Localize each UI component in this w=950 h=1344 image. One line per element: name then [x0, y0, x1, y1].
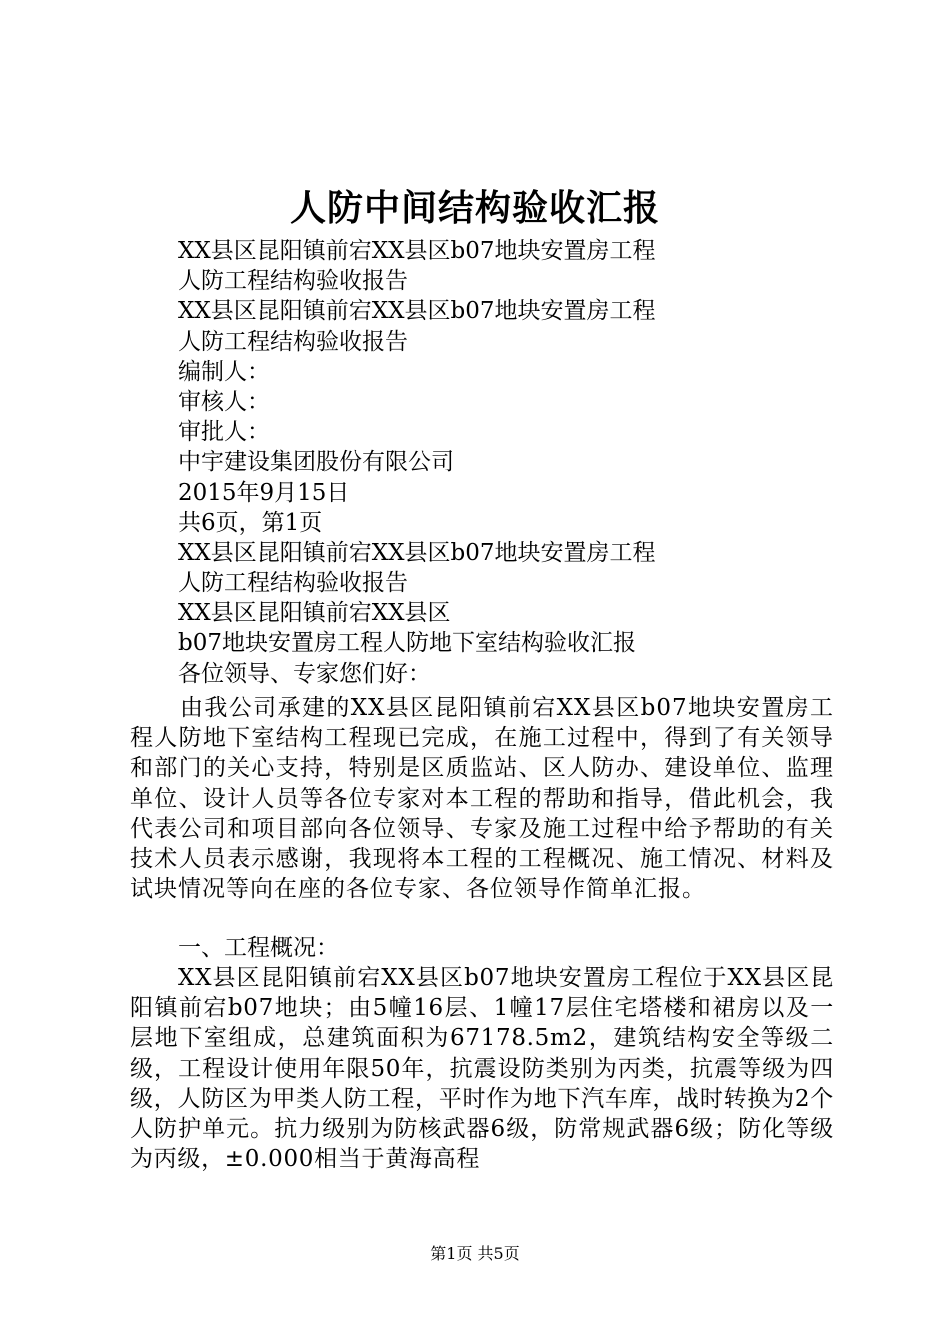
salutation: 各位领导、专家您们好： [178, 660, 431, 687]
front-line: 人防工程结构验收报告 [178, 328, 408, 355]
compiler-label: 编制人： [178, 358, 270, 385]
front-line: XX县区昆阳镇前宕XX县区b07地块安置房工程 [178, 298, 656, 325]
front-line: XX县区昆阳镇前宕XX县区 [178, 600, 451, 627]
intro-paragraph-block [130, 693, 834, 904]
section-heading: 一、工程概况： [178, 935, 339, 961]
approver-label: 审批人： [178, 419, 270, 446]
page-footer: 第1页 共5页 [430, 1244, 520, 1263]
report-subtitle: b07地块安置房工程人防地下室结构验收汇报 [178, 630, 636, 657]
front-line: 人防工程结构验收报告 [178, 268, 408, 295]
document-title: 人防中间结构验收汇报 [289, 187, 660, 229]
front-line: 人防工程结构验收报告 [178, 570, 408, 597]
front-line: XX县区昆阳镇前宕XX县区b07地块安置房工程 [178, 539, 656, 566]
overview-paragraph-block [130, 963, 834, 1174]
front-line: XX县区昆阳镇前宕XX县区b07地块安置房工程 [178, 238, 656, 264]
front-matter [178, 236, 878, 689]
page-count-line: 共6页，第1页 [178, 509, 323, 536]
reviewer-label: 审核人： [178, 388, 270, 415]
overview-paragraph: XX县区昆阳镇前宕XX县区b07地块安置房工程位于XX县区昆阳镇前宕b07地块；由5幢16层、1幢17层住宅塔楼和裙房以及一层地下室组成，总建筑面积为67178.5m2，建筑结构安全等级二级，工程设计使用年限50年，抗震设防类别为丙类，抗震等级为四级，人防区为甲类人防工程，平时作为地下汽车库，战时转换为2个人防护单元。抗力级别为防核武器6级，防常规武器6级；防化等级为丙级，±0.000相当于黄海高程 [130, 965, 834, 1173]
report-date: 2015年9月15日 [178, 479, 350, 506]
company-name: 中宇建设集团股份有限公司 [178, 449, 454, 476]
intro-paragraph: 由我公司承建的XX县区昆阳镇前宕XX县区b07地块安置房工程人防地下室结构工程现已完成，在施工过程中，得到了有关领导和部门的关心支持，特别是区质监站、区人防办、建设单位、监理单位、设计人员等各位专家对本工程的帮助和指导，借此机会，我代表公司和项目部向各位领导、专家及施工过程中给予帮助的有关技术人员表示感谢，我现将本工程的工程概况、施工情况、材料及试块情况等向在座的各位专家、各位领导作简单汇报。 [130, 695, 834, 903]
